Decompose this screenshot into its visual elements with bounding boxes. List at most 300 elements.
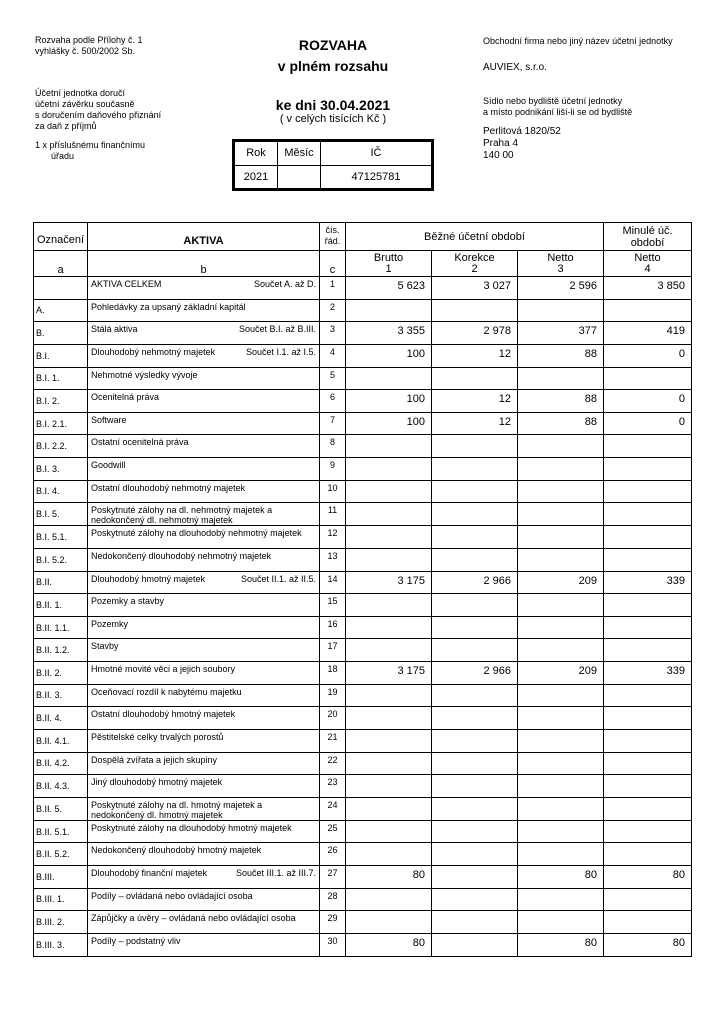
row-name: Goodwill [91, 460, 126, 470]
row-netto [518, 548, 604, 571]
header-oznaceni: Označení [34, 223, 88, 251]
delivery-note-line: s doručením daňového přiznání [35, 110, 162, 120]
row-netto [518, 639, 604, 662]
table-row [34, 684, 692, 707]
row-netto: 88 [518, 390, 604, 413]
row-netto-prev [604, 729, 692, 752]
row-netto [518, 616, 604, 639]
row-netto [518, 367, 604, 390]
row-netto-prev: 80 [604, 866, 692, 889]
row-netto [518, 729, 604, 752]
table-header-row [34, 223, 692, 251]
row-netto: 80 [518, 933, 604, 956]
row-korekce [432, 367, 518, 390]
row-netto [518, 752, 604, 775]
period-box [232, 139, 434, 191]
row-name: Poskytnuté zálohy na dl. hmotný majetek a nedokončený dl. hmotný majetek [91, 799, 263, 820]
row-brutto [346, 594, 432, 617]
row-name-cell [88, 820, 320, 843]
row-brutto [346, 526, 432, 549]
row-name: Pozemky [91, 618, 129, 629]
row-mark: B.II. 1.2. [34, 639, 88, 662]
row-name: Dlouhodobý finanční majetek [91, 868, 208, 878]
document-title: ROZVAHA [298, 37, 368, 53]
row-sum-note: Součet I.1. až I.5. [245, 346, 316, 357]
row-brutto: 3 175 [346, 662, 432, 685]
row-netto-prev [604, 843, 692, 866]
row-netto-prev [604, 458, 692, 481]
row-line-number: 9 [320, 458, 346, 481]
row-name-cell [88, 503, 320, 526]
row-korekce [432, 843, 518, 866]
row-netto [518, 911, 604, 934]
header-cis: čís. [325, 225, 340, 235]
row-mark: B.III. 2. [34, 911, 88, 934]
header-rad: řád. [324, 236, 341, 246]
row-name-cell [88, 390, 320, 413]
row-netto-prev [604, 775, 692, 798]
header-brutto-num: 1 [385, 262, 392, 275]
seat-label-line: Sídlo nebo bydliště účetní jednotky [483, 96, 623, 106]
table-row [34, 639, 692, 662]
row-brutto [346, 503, 432, 526]
row-sum-note: Součet A. až D. [253, 279, 316, 289]
row-netto-prev [604, 820, 692, 843]
table-row [34, 412, 692, 435]
table-row [34, 344, 692, 367]
row-netto-prev [604, 299, 692, 322]
row-mark: B.II. 4. [34, 707, 88, 730]
row-korekce [432, 684, 518, 707]
row-netto [518, 299, 604, 322]
row-korekce [432, 548, 518, 571]
row-brutto [346, 458, 432, 481]
table-subheader-row [34, 251, 692, 277]
row-netto: 209 [518, 662, 604, 685]
firm-label: Obchodní firma nebo jiný název účetní jednotky [483, 36, 673, 46]
table-row [34, 594, 692, 617]
row-korekce [432, 866, 518, 889]
row-brutto: 3 355 [346, 322, 432, 345]
row-line-number: 22 [320, 752, 346, 775]
balance-table [33, 222, 692, 957]
row-brutto [346, 843, 432, 866]
row-name-cell [88, 933, 320, 956]
row-netto-prev [604, 480, 692, 503]
row-name: Poskytnuté zálohy na dl. nehmotný majetek a nedokončený dl. nehmotný majetek [91, 505, 273, 526]
row-name-cell [88, 707, 320, 730]
address-line: 140 00 [483, 150, 514, 161]
row-brutto: 80 [346, 866, 432, 889]
table-row [34, 503, 692, 526]
header-col-c: c [320, 251, 346, 277]
row-name: Pozemky a stavby [91, 596, 165, 607]
row-line-number: 24 [320, 797, 346, 820]
row-name-cell [88, 752, 320, 775]
row-netto [518, 503, 604, 526]
row-brutto [346, 888, 432, 911]
row-brutto [346, 775, 432, 798]
recipient-note [35, 140, 145, 162]
row-korekce: 12 [432, 344, 518, 367]
row-korekce [432, 616, 518, 639]
row-korekce: 2 966 [432, 662, 518, 685]
row-name: Nedokončený dlouhodobý nehmotný majetek [91, 550, 272, 561]
row-name: Poskytnuté zálohy na dlouhodobý hmotný majetek [91, 822, 292, 833]
row-korekce [432, 526, 518, 549]
row-korekce: 2 966 [432, 571, 518, 594]
header-brutto [346, 251, 432, 277]
row-netto-prev [604, 639, 692, 662]
table-row [34, 458, 692, 481]
row-mark: B.I. 1. [34, 367, 88, 390]
row-netto-prev: 0 [604, 412, 692, 435]
row-name: Ostatní ocenitelná práva [91, 437, 189, 448]
legal-basis [35, 35, 143, 57]
row-name: Podíly – ovládaná nebo ovládající osoba [91, 890, 253, 901]
row-brutto [346, 548, 432, 571]
row-netto-prev [604, 548, 692, 571]
table-row [34, 322, 692, 345]
row-mark: B.I. 5.1. [34, 526, 88, 549]
row-name: AKTIVA CELKEM [91, 279, 162, 289]
row-name-cell [88, 367, 320, 390]
row-netto-prev [604, 888, 692, 911]
header-col-b: b [88, 251, 320, 277]
row-netto [518, 707, 604, 730]
row-netto [518, 526, 604, 549]
row-brutto [346, 911, 432, 934]
row-netto: 88 [518, 412, 604, 435]
row-korekce [432, 797, 518, 820]
row-name: Dlouhodobý hmotný majetek [91, 573, 206, 584]
row-line-number: 30 [320, 933, 346, 956]
row-mark: B.II. 4.2. [34, 752, 88, 775]
row-korekce: 12 [432, 412, 518, 435]
table-row [34, 820, 692, 843]
row-netto: 80 [518, 866, 604, 889]
row-brutto [346, 797, 432, 820]
rok-value: 2021 [235, 165, 278, 189]
row-name-cell [88, 888, 320, 911]
row-name: Pohledávky za upsaný základní kapitál [91, 301, 246, 312]
row-korekce [432, 911, 518, 934]
table-row [34, 616, 692, 639]
row-korekce [432, 775, 518, 798]
table-row [34, 707, 692, 730]
row-mark: B.I. [34, 344, 88, 367]
row-name-cell [88, 458, 320, 481]
row-korekce [432, 639, 518, 662]
row-name: Nedokončený dlouhodobý hmotný majetek [91, 845, 262, 856]
header-col-a: a [34, 251, 88, 277]
row-brutto [346, 707, 432, 730]
row-korekce [432, 933, 518, 956]
row-netto-prev [604, 435, 692, 458]
row-name: Pěstitelské celky trvalých porostů [91, 731, 224, 742]
row-name-cell [88, 797, 320, 820]
header-netto-prev-label: Netto [634, 251, 661, 264]
row-line-number: 28 [320, 888, 346, 911]
row-netto-prev [604, 616, 692, 639]
row-korekce [432, 299, 518, 322]
row-brutto [346, 729, 432, 752]
row-korekce [432, 752, 518, 775]
row-brutto [346, 435, 432, 458]
row-line-number: 2 [320, 299, 346, 322]
row-name-cell [88, 639, 320, 662]
row-line-number: 13 [320, 548, 346, 571]
row-name-cell [88, 548, 320, 571]
header-minule-obdobi: Minulé úč. období [604, 223, 692, 251]
delivery-note [35, 88, 161, 132]
table-row [34, 277, 692, 300]
row-netto: 377 [518, 322, 604, 345]
row-brutto [346, 684, 432, 707]
row-name-cell [88, 344, 320, 367]
row-korekce [432, 480, 518, 503]
row-brutto [346, 639, 432, 662]
row-mark: B.I. 5.2. [34, 548, 88, 571]
row-line-number: 20 [320, 707, 346, 730]
table-row [34, 480, 692, 503]
row-netto [518, 435, 604, 458]
row-line-number: 23 [320, 775, 346, 798]
row-mark: B. [34, 322, 88, 345]
delivery-note-line: účetní závěrku současně [35, 99, 135, 109]
row-name: Software [91, 414, 127, 425]
row-netto: 2 596 [518, 277, 604, 300]
header-korekce-num: 2 [471, 262, 478, 275]
row-sum-note: Součet III.1. až III.7. [235, 868, 316, 878]
row-mark: B.III. 3. [34, 933, 88, 956]
row-brutto: 80 [346, 933, 432, 956]
row-netto-prev [604, 911, 692, 934]
row-mark: B.III. 1. [34, 888, 88, 911]
row-name: Poskytnuté zálohy na dlouhodobý nehmotný majetek [91, 528, 302, 539]
row-brutto: 100 [346, 344, 432, 367]
row-brutto: 100 [346, 412, 432, 435]
row-brutto [346, 299, 432, 322]
row-netto [518, 820, 604, 843]
row-sum-note: Součet II.1. až II.5. [240, 573, 316, 584]
row-line-number: 11 [320, 503, 346, 526]
row-line-number: 14 [320, 571, 346, 594]
row-korekce [432, 435, 518, 458]
table-row [34, 843, 692, 866]
delivery-note-line: za daň z příjmů [35, 121, 97, 131]
row-netto [518, 775, 604, 798]
table-row [34, 435, 692, 458]
row-name-cell [88, 480, 320, 503]
table-row [34, 662, 692, 685]
row-name: Dlouhodobý nehmotný majetek [91, 346, 216, 357]
row-netto [518, 797, 604, 820]
table-row [34, 299, 692, 322]
row-name-cell [88, 412, 320, 435]
ic-value: 47125781 [321, 165, 432, 189]
row-line-number: 16 [320, 616, 346, 639]
row-name-cell [88, 571, 320, 594]
row-line-number: 3 [320, 322, 346, 345]
header-bezne-obdobi: Běžné účetní období [346, 223, 604, 251]
header-netto-prev [604, 251, 692, 277]
seat-label-line: a místo podnikání liší-li se od bydliště [483, 107, 633, 117]
table-row [34, 775, 692, 798]
row-korekce [432, 594, 518, 617]
row-korekce [432, 888, 518, 911]
row-mark: B.II. [34, 571, 88, 594]
row-korekce [432, 458, 518, 481]
row-name: Oceňovací rozdíl k nabytému majetku [91, 686, 242, 697]
row-brutto [346, 367, 432, 390]
row-korekce: 2 978 [432, 322, 518, 345]
row-name-cell [88, 322, 320, 345]
legal-basis-line: vyhlášky č. 500/2002 Sb. [35, 46, 136, 56]
row-netto-prev [604, 707, 692, 730]
recipient-line: úřadu [51, 151, 75, 161]
row-brutto: 5 623 [346, 277, 432, 300]
units-note: ( v celých tisících Kč ) [279, 113, 387, 125]
row-mark [34, 277, 88, 300]
table-row [34, 571, 692, 594]
row-line-number: 6 [320, 390, 346, 413]
row-name: Ocenitelná práva [91, 392, 160, 403]
row-netto-prev [604, 594, 692, 617]
firm-name: AUVIEX, s.r.o. [483, 62, 547, 73]
row-line-number: 12 [320, 526, 346, 549]
mesic-label: Měsíc [278, 142, 321, 166]
header-brutto-label: Brutto [373, 251, 404, 264]
ic-label: IČ [321, 142, 432, 166]
row-mark: B.II. 1. [34, 594, 88, 617]
table-body [34, 277, 692, 957]
header-netto [518, 251, 604, 277]
row-netto-prev: 339 [604, 662, 692, 685]
row-name: Ostatní dlouhodobý nehmotný majetek [91, 482, 246, 493]
row-line-number: 5 [320, 367, 346, 390]
header-korekce-label: Korekce [454, 251, 495, 264]
row-mark: B.II. 5. [34, 797, 88, 820]
row-name-cell [88, 866, 320, 889]
row-name: Dospělá zvířata a jejich skupiny [91, 754, 218, 765]
row-netto-prev [604, 503, 692, 526]
row-netto-prev [604, 367, 692, 390]
row-line-number: 15 [320, 594, 346, 617]
row-brutto: 100 [346, 390, 432, 413]
header-netto-prev-num: 4 [644, 262, 651, 275]
table-row [34, 526, 692, 549]
row-netto [518, 843, 604, 866]
row-brutto [346, 820, 432, 843]
row-korekce [432, 503, 518, 526]
row-mark: B.II. 2. [34, 662, 88, 685]
table-row [34, 933, 692, 956]
header-aktiva: AKTIVA [88, 223, 320, 251]
row-name: Jiný dlouhodobý hmotný majetek [91, 777, 223, 788]
table-row [34, 866, 692, 889]
row-name-cell [88, 684, 320, 707]
row-name-cell [88, 526, 320, 549]
address [483, 126, 561, 162]
row-line-number: 1 [320, 277, 346, 300]
row-line-number: 26 [320, 843, 346, 866]
header-cislo-radku [320, 223, 346, 251]
row-netto: 209 [518, 571, 604, 594]
row-line-number: 18 [320, 662, 346, 685]
row-netto-prev: 419 [604, 322, 692, 345]
row-name: Hmotné movité věci a jejich soubory [91, 664, 236, 674]
row-mark: B.I. 2.2. [34, 435, 88, 458]
row-line-number: 8 [320, 435, 346, 458]
address-line: Perlitová 1820/52 [483, 126, 561, 137]
table-row [34, 888, 692, 911]
row-netto [518, 888, 604, 911]
seat-label [483, 96, 632, 118]
row-netto [518, 458, 604, 481]
row-name-cell [88, 775, 320, 798]
row-name-cell [88, 299, 320, 322]
row-netto-prev [604, 752, 692, 775]
mesic-value [278, 165, 321, 189]
row-name: Podíly – podstatný vliv [91, 935, 181, 946]
table-row [34, 911, 692, 934]
row-line-number: 4 [320, 344, 346, 367]
row-brutto [346, 616, 432, 639]
recipient-line: 1 x příslušnému finančnímu [35, 140, 146, 150]
row-mark: B.I. 5. [34, 503, 88, 526]
row-mark: B.II. 4.3. [34, 775, 88, 798]
row-brutto [346, 752, 432, 775]
row-korekce: 3 027 [432, 277, 518, 300]
row-line-number: 27 [320, 866, 346, 889]
row-name-cell [88, 277, 320, 300]
table-row [34, 752, 692, 775]
table-row [34, 367, 692, 390]
header-netto-label: Netto [547, 251, 574, 264]
row-name-cell [88, 843, 320, 866]
row-mark: B.I. 4. [34, 480, 88, 503]
row-netto-prev [604, 526, 692, 549]
row-brutto [346, 480, 432, 503]
address-line: Praha 4 [483, 138, 519, 149]
row-netto-prev: 80 [604, 933, 692, 956]
row-netto-prev: 0 [604, 344, 692, 367]
row-netto-prev: 0 [604, 390, 692, 413]
row-line-number: 17 [320, 639, 346, 662]
row-mark: B.II. 1.1. [34, 616, 88, 639]
row-line-number: 21 [320, 729, 346, 752]
row-mark: B.II. 4.1. [34, 729, 88, 752]
table-row [34, 729, 692, 752]
row-name-cell [88, 616, 320, 639]
header-korekce [432, 251, 518, 277]
legal-basis-line: Rozvaha podle Přílohy č. 1 [35, 35, 143, 45]
row-korekce [432, 820, 518, 843]
row-line-number: 25 [320, 820, 346, 843]
document-subtitle: v plném rozsahu [277, 58, 389, 74]
row-korekce: 12 [432, 390, 518, 413]
row-line-number: 7 [320, 412, 346, 435]
row-name-cell [88, 435, 320, 458]
row-netto [518, 684, 604, 707]
row-line-number: 29 [320, 911, 346, 934]
row-name-cell [88, 662, 320, 685]
row-korekce [432, 729, 518, 752]
row-name: Stálá aktiva [91, 324, 138, 335]
report-date: ke dni 30.04.2021 [275, 97, 391, 113]
row-netto-prev: 339 [604, 571, 692, 594]
